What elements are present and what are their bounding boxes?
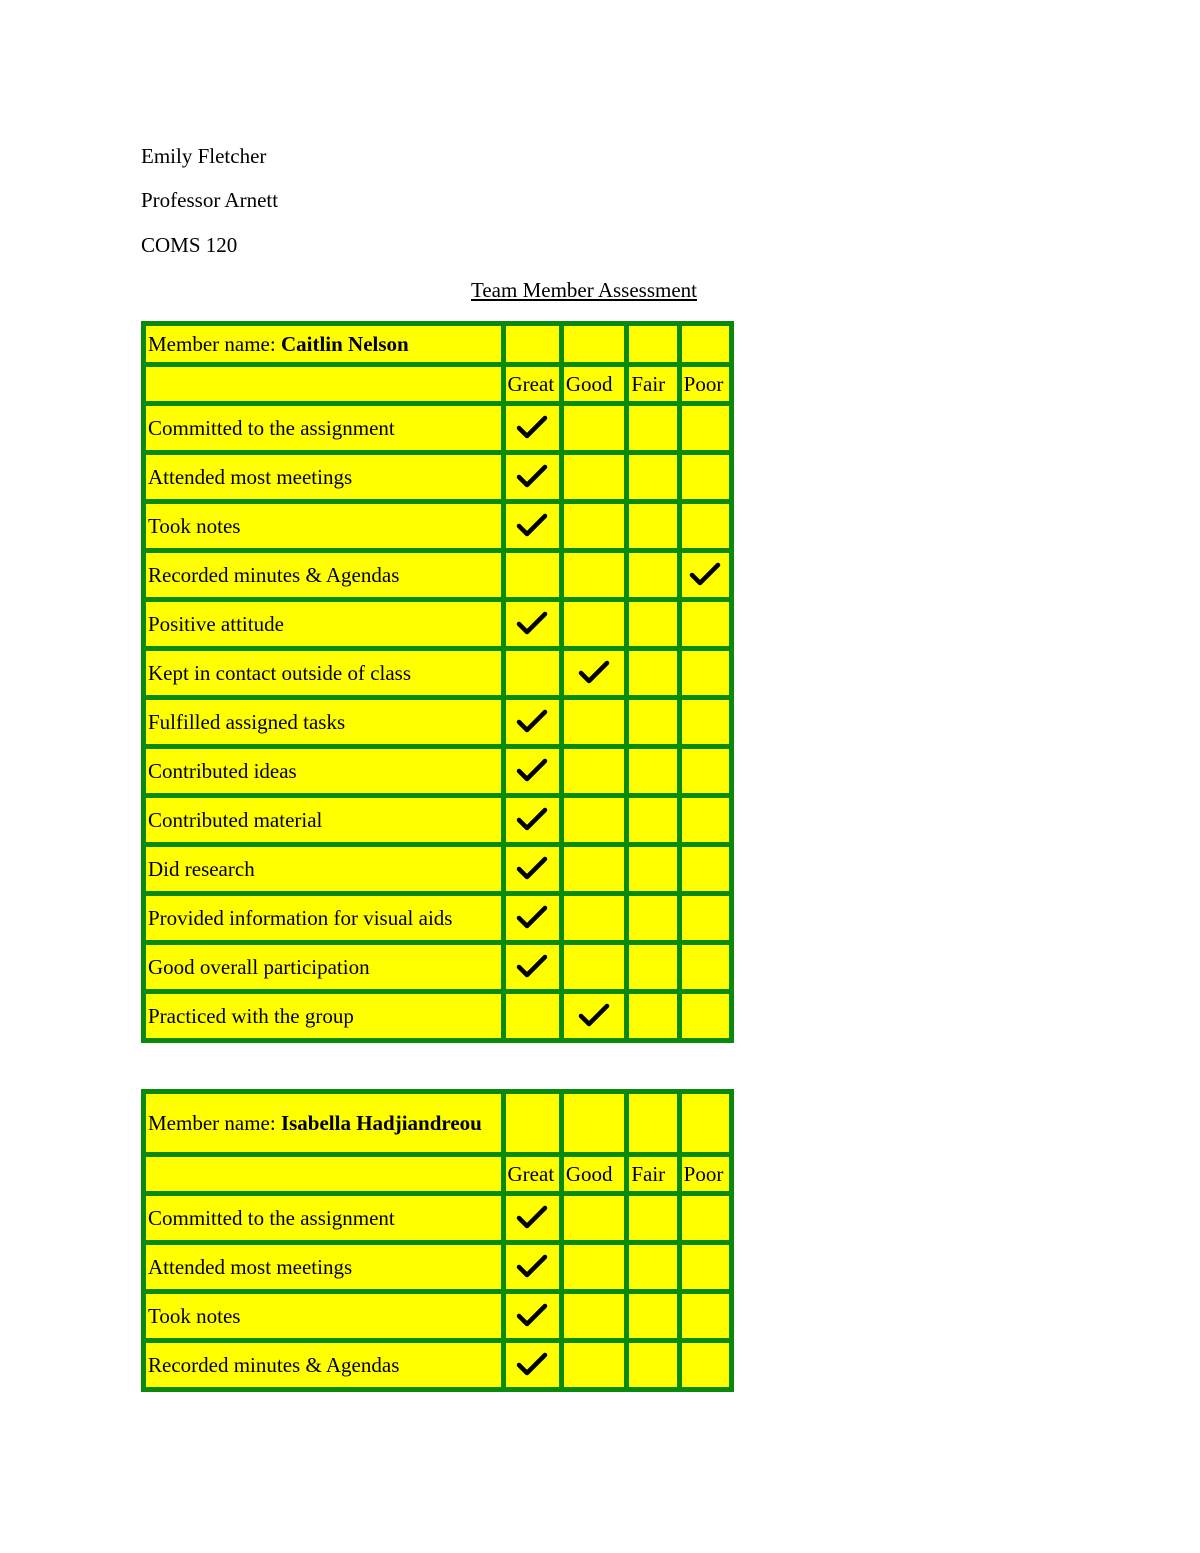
member-name-value: Caitlin Nelson <box>280 332 409 356</box>
rating-cell-poor <box>682 798 729 842</box>
rating-cell-fair <box>629 651 676 695</box>
criterion-row <box>146 504 729 548</box>
criterion-label: Took notes <box>146 504 501 548</box>
rating-cell-great <box>506 1196 559 1240</box>
checkmark-icon <box>515 953 549 981</box>
rating-header-great: Great <box>506 1157 559 1191</box>
criterion-row <box>146 945 729 989</box>
assessment-table <box>141 1089 734 1392</box>
rating-header-fair: Fair <box>629 1157 676 1191</box>
member-name-label: Member name: <box>148 1111 281 1135</box>
rating-cell-fair <box>629 945 676 989</box>
criterion-label: Did research <box>146 847 501 891</box>
checkmark-icon <box>577 659 611 687</box>
rating-cell-great <box>506 1245 559 1289</box>
member-name-cell <box>146 326 501 362</box>
rating-cell-good <box>564 553 624 597</box>
student-name: Emily Fletcher <box>141 144 267 168</box>
empty-cell <box>682 1094 729 1152</box>
member-name-value: Isabella Hadjiandreou <box>280 1111 482 1135</box>
rating-cell-great <box>506 651 559 695</box>
empty-cell <box>629 326 676 362</box>
empty-cell <box>146 367 501 401</box>
criterion-row <box>146 651 729 695</box>
rating-cell-great <box>506 896 559 940</box>
rating-cell-great <box>506 798 559 842</box>
rating-cell-great <box>506 945 559 989</box>
rating-header-good: Good <box>564 1157 624 1191</box>
criterion-label: Contributed material <box>146 798 501 842</box>
rating-cell-poor <box>682 1343 729 1387</box>
rating-cell-great <box>506 504 559 548</box>
rating-cell-good <box>564 1196 624 1240</box>
rating-cell-fair <box>629 798 676 842</box>
criterion-label: Good overall participation <box>146 945 501 989</box>
checkmark-icon <box>515 855 549 883</box>
rating-cell-fair <box>629 1245 676 1289</box>
checkmark-icon <box>515 806 549 834</box>
criterion-row <box>146 1294 729 1338</box>
rating-cell-poor <box>682 553 729 597</box>
criterion-label: Attended most meetings <box>146 455 501 499</box>
criterion-row <box>146 847 729 891</box>
rating-cell-poor <box>682 1294 729 1338</box>
empty-cell <box>146 1157 501 1191</box>
criterion-label: Contributed ideas <box>146 749 501 793</box>
rating-header-row <box>146 1157 729 1191</box>
criterion-row <box>146 553 729 597</box>
rating-cell-fair <box>629 1196 676 1240</box>
rating-cell-good <box>564 896 624 940</box>
criterion-label: Attended most meetings <box>146 1245 501 1289</box>
rating-cell-great <box>506 406 559 450</box>
empty-cell <box>564 1094 624 1152</box>
criterion-label: Positive attitude <box>146 602 501 646</box>
criterion-label: Provided information for visual aids <box>146 896 501 940</box>
criterion-label: Recorded minutes & Agendas <box>146 553 501 597</box>
rating-cell-poor <box>682 406 729 450</box>
checkmark-icon <box>688 561 722 589</box>
rating-cell-fair <box>629 1294 676 1338</box>
rating-cell-fair <box>629 553 676 597</box>
rating-cell-fair <box>629 1343 676 1387</box>
checkmark-icon <box>515 414 549 442</box>
rating-header-fair: Fair <box>629 367 676 401</box>
rating-cell-poor <box>682 1196 729 1240</box>
criterion-row <box>146 749 729 793</box>
rating-cell-good <box>564 504 624 548</box>
rating-cell-great <box>506 1294 559 1338</box>
empty-cell <box>506 1094 559 1152</box>
assessment-table <box>141 321 734 1043</box>
rating-cell-great <box>506 1343 559 1387</box>
checkmark-icon <box>515 1204 549 1232</box>
rating-cell-great <box>506 602 559 646</box>
criterion-row <box>146 1245 729 1289</box>
criterion-row <box>146 700 729 744</box>
rating-cell-fair <box>629 847 676 891</box>
rating-cell-good <box>564 651 624 695</box>
rating-header-great: Great <box>506 367 559 401</box>
rating-cell-fair <box>629 504 676 548</box>
checkmark-icon <box>515 757 549 785</box>
rating-cell-good <box>564 798 624 842</box>
empty-cell <box>506 326 559 362</box>
checkmark-icon <box>515 1351 549 1379</box>
professor-name: Professor Arnett <box>141 188 279 212</box>
rating-cell-poor <box>682 945 729 989</box>
rating-cell-good <box>564 847 624 891</box>
rating-cell-good <box>564 994 624 1038</box>
course-code: COMS 120 <box>141 233 238 257</box>
rating-cell-good <box>564 1245 624 1289</box>
rating-cell-poor <box>682 1245 729 1289</box>
checkmark-icon <box>515 463 549 491</box>
member-name-row <box>146 1094 729 1152</box>
member-name-cell <box>146 1094 501 1152</box>
checkmark-icon <box>515 610 549 638</box>
checkmark-icon <box>515 904 549 932</box>
criterion-row <box>146 896 729 940</box>
rating-cell-good <box>564 945 624 989</box>
checkmark-icon <box>515 512 549 540</box>
rating-cell-good <box>564 1294 624 1338</box>
criterion-label: Practiced with the group <box>146 994 501 1038</box>
document-title: Team Member Assessment <box>471 278 697 302</box>
checkmark-icon <box>577 1002 611 1030</box>
criterion-row <box>146 406 729 450</box>
criterion-label: Took notes <box>146 1294 501 1338</box>
criterion-row <box>146 1343 729 1387</box>
empty-cell <box>682 326 729 362</box>
criterion-label: Committed to the assignment <box>146 406 501 450</box>
rating-cell-fair <box>629 749 676 793</box>
rating-cell-poor <box>682 700 729 744</box>
rating-cell-great <box>506 749 559 793</box>
criterion-row <box>146 798 729 842</box>
rating-cell-poor <box>682 749 729 793</box>
rating-cell-great <box>506 994 559 1038</box>
rating-cell-fair <box>629 602 676 646</box>
rating-cell-fair <box>629 406 676 450</box>
rating-cell-fair <box>629 994 676 1038</box>
rating-cell-poor <box>682 896 729 940</box>
rating-cell-good <box>564 1343 624 1387</box>
rating-cell-poor <box>682 994 729 1038</box>
rating-cell-poor <box>682 455 729 499</box>
rating-cell-great <box>506 553 559 597</box>
rating-cell-great <box>506 700 559 744</box>
checkmark-icon <box>515 1302 549 1330</box>
member-name-label: Member name: <box>148 332 281 356</box>
rating-cell-good <box>564 455 624 499</box>
rating-cell-poor <box>682 504 729 548</box>
criterion-row <box>146 455 729 499</box>
rating-cell-poor <box>682 602 729 646</box>
criterion-label: Fulfilled assigned tasks <box>146 700 501 744</box>
rating-cell-great <box>506 455 559 499</box>
rating-cell-fair <box>629 700 676 744</box>
empty-cell <box>564 326 624 362</box>
checkmark-icon <box>515 1253 549 1281</box>
empty-cell <box>629 1094 676 1152</box>
criterion-row <box>146 994 729 1038</box>
rating-header-good: Good <box>564 367 624 401</box>
rating-header-row <box>146 367 729 401</box>
member-name-row <box>146 326 729 362</box>
criterion-row <box>146 1196 729 1240</box>
criterion-label: Committed to the assignment <box>146 1196 501 1240</box>
rating-cell-poor <box>682 651 729 695</box>
rating-cell-good <box>564 700 624 744</box>
rating-cell-good <box>564 406 624 450</box>
checkmark-icon <box>515 708 549 736</box>
criterion-row <box>146 602 729 646</box>
rating-header-poor: Poor <box>682 367 729 401</box>
rating-cell-good <box>564 602 624 646</box>
rating-cell-fair <box>629 455 676 499</box>
criterion-label: Recorded minutes & Agendas <box>146 1343 501 1387</box>
rating-header-poor: Poor <box>682 1157 729 1191</box>
rating-cell-great <box>506 847 559 891</box>
rating-cell-good <box>564 749 624 793</box>
rating-cell-fair <box>629 896 676 940</box>
rating-cell-poor <box>682 847 729 891</box>
criterion-label: Kept in contact outside of class <box>146 651 501 695</box>
